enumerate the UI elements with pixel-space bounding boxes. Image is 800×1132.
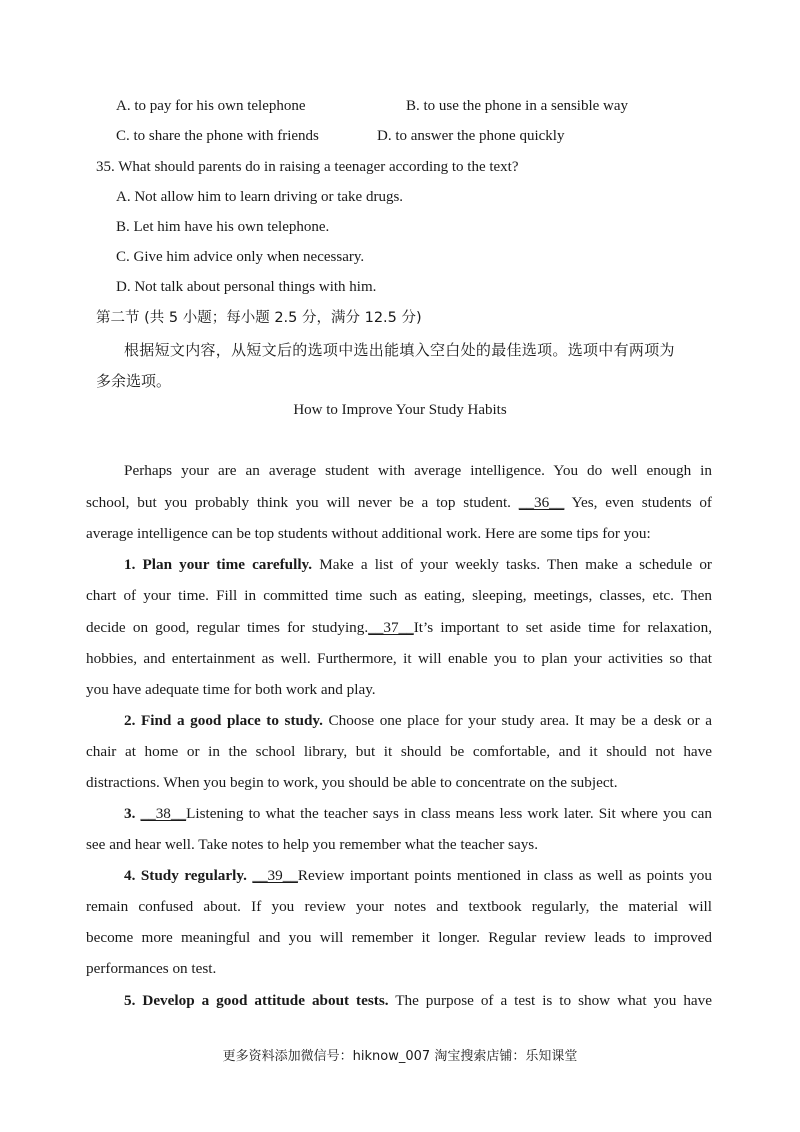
paragraph-5-line-2: remain confused about. If you review your notes and textbook regularly, the material will	[86, 898, 712, 915]
tip-4-heading: 4. Study regularly.	[124, 867, 247, 884]
q34-option-b: B. to use the phone in a sensible way	[406, 98, 629, 114]
q35-option-c: C. Give him advice only when necessary.	[116, 249, 365, 265]
paragraph-1-line-2	[86, 493, 712, 513]
paragraph-2-line-1	[124, 555, 712, 575]
paragraph-2-line-4: hobbies, and entertainment as well. Furthermore, it will enable you to plan your activities so that	[86, 650, 712, 667]
tip-5-text: The purpose of a test is to show what you have	[388, 992, 712, 1009]
paragraph-4-line-1	[124, 804, 712, 824]
article-title: How to Improve Your Study Habits	[293, 402, 507, 418]
q35-option-a: A. Not allow him to learn driving or take drugs.	[116, 189, 404, 205]
tip-2-text: Choose one place for your study area. It may be a desk or a	[322, 712, 712, 729]
tip-3-heading: 3.	[124, 805, 136, 822]
tip-5-heading: 5. Develop a good attitude about tests.	[124, 992, 389, 1009]
paragraph-1-line-3: average intelligence can be top students without additional work. Here are some tips for you:	[86, 525, 651, 542]
paragraph-3-line-3: distractions. When you begin to work, you should be able to concentrate on the subject.	[86, 774, 618, 791]
tip-1-text: Make a list of your weekly tasks. Then make a schedule or	[312, 556, 712, 573]
page-footer: 更多资料添加微信号：hiknow_007 淘宝搜索店铺：乐知课堂	[222, 1049, 578, 1064]
paragraph-1-line-1: Perhaps your are an average student with average intelligence. You do well enough in	[124, 462, 712, 479]
paragraph-2-line-2: chart of your time. Fill in committed time such as eating, sleeping, meetings, classes, etc. Then	[86, 587, 712, 604]
tip-4-text: Review important points mentioned in class as well as points you	[297, 867, 712, 884]
paragraph-2-line-3	[86, 618, 712, 638]
blank-39: __39__	[252, 867, 298, 884]
paragraph-3-line-2: chair at home or in the school library, but it should be comfortable, and it should not have	[86, 743, 712, 760]
blank-38: __38__	[140, 805, 187, 822]
tip-1-text-3: It’s important to set aside time for relaxation,	[413, 619, 712, 636]
q35-question: 35. What should parents do in raising a teenager according to the text?	[96, 159, 519, 175]
section-instruction-line1: 根据短文内容，从短文后的选项中选出能填入空白处的最佳选项。选项中有两项为	[124, 341, 675, 359]
paragraph-5-line-3: become more meaningful and you will remember it longer. Regular review leads to improved	[86, 929, 712, 946]
paragraph-1-text: school, but you probably think you will never be a top student.	[86, 494, 519, 511]
blank-36: __36__	[518, 494, 565, 511]
q35-option-b: B. Let him have his own telephone.	[116, 219, 330, 235]
tip-1-text-2: decide on good, regular times for studying.	[86, 619, 369, 636]
q35-option-d: D. Not talk about personal things with him.	[116, 279, 377, 295]
paragraph-5-line-4: performances on test.	[86, 960, 217, 977]
section-heading: 第二节 (共 5 小题；每小题 2.5 分，满分 12.5 分)	[96, 310, 422, 326]
paragraph-2-line-5: you have adequate time for both work and play.	[86, 681, 376, 698]
paragraph-3-line-1	[124, 711, 712, 731]
paragraph-1-text-cont: Yes, even students of	[564, 494, 712, 511]
q34-option-a: A. to pay for his own telephone	[116, 98, 306, 114]
section-instruction-line2: 多余选项。	[96, 372, 172, 390]
tip-2-heading: 2. Find a good place to study.	[124, 712, 323, 729]
q34-option-c: C. to share the phone with friends	[116, 128, 319, 144]
tip-3-text: Listening to what the teacher says in class means less work later. Sit where you can	[186, 805, 712, 822]
q34-option-d: D. to answer the phone quickly	[377, 128, 565, 144]
tip-1-heading: 1. Plan your time carefully.	[124, 556, 313, 573]
blank-37: __37__	[368, 619, 414, 636]
paragraph-4-line-2: see and hear well. Take notes to help you remember what the teacher says.	[86, 836, 538, 853]
paragraph-5-line-1	[124, 866, 712, 886]
paragraph-6-line-1	[124, 991, 712, 1011]
